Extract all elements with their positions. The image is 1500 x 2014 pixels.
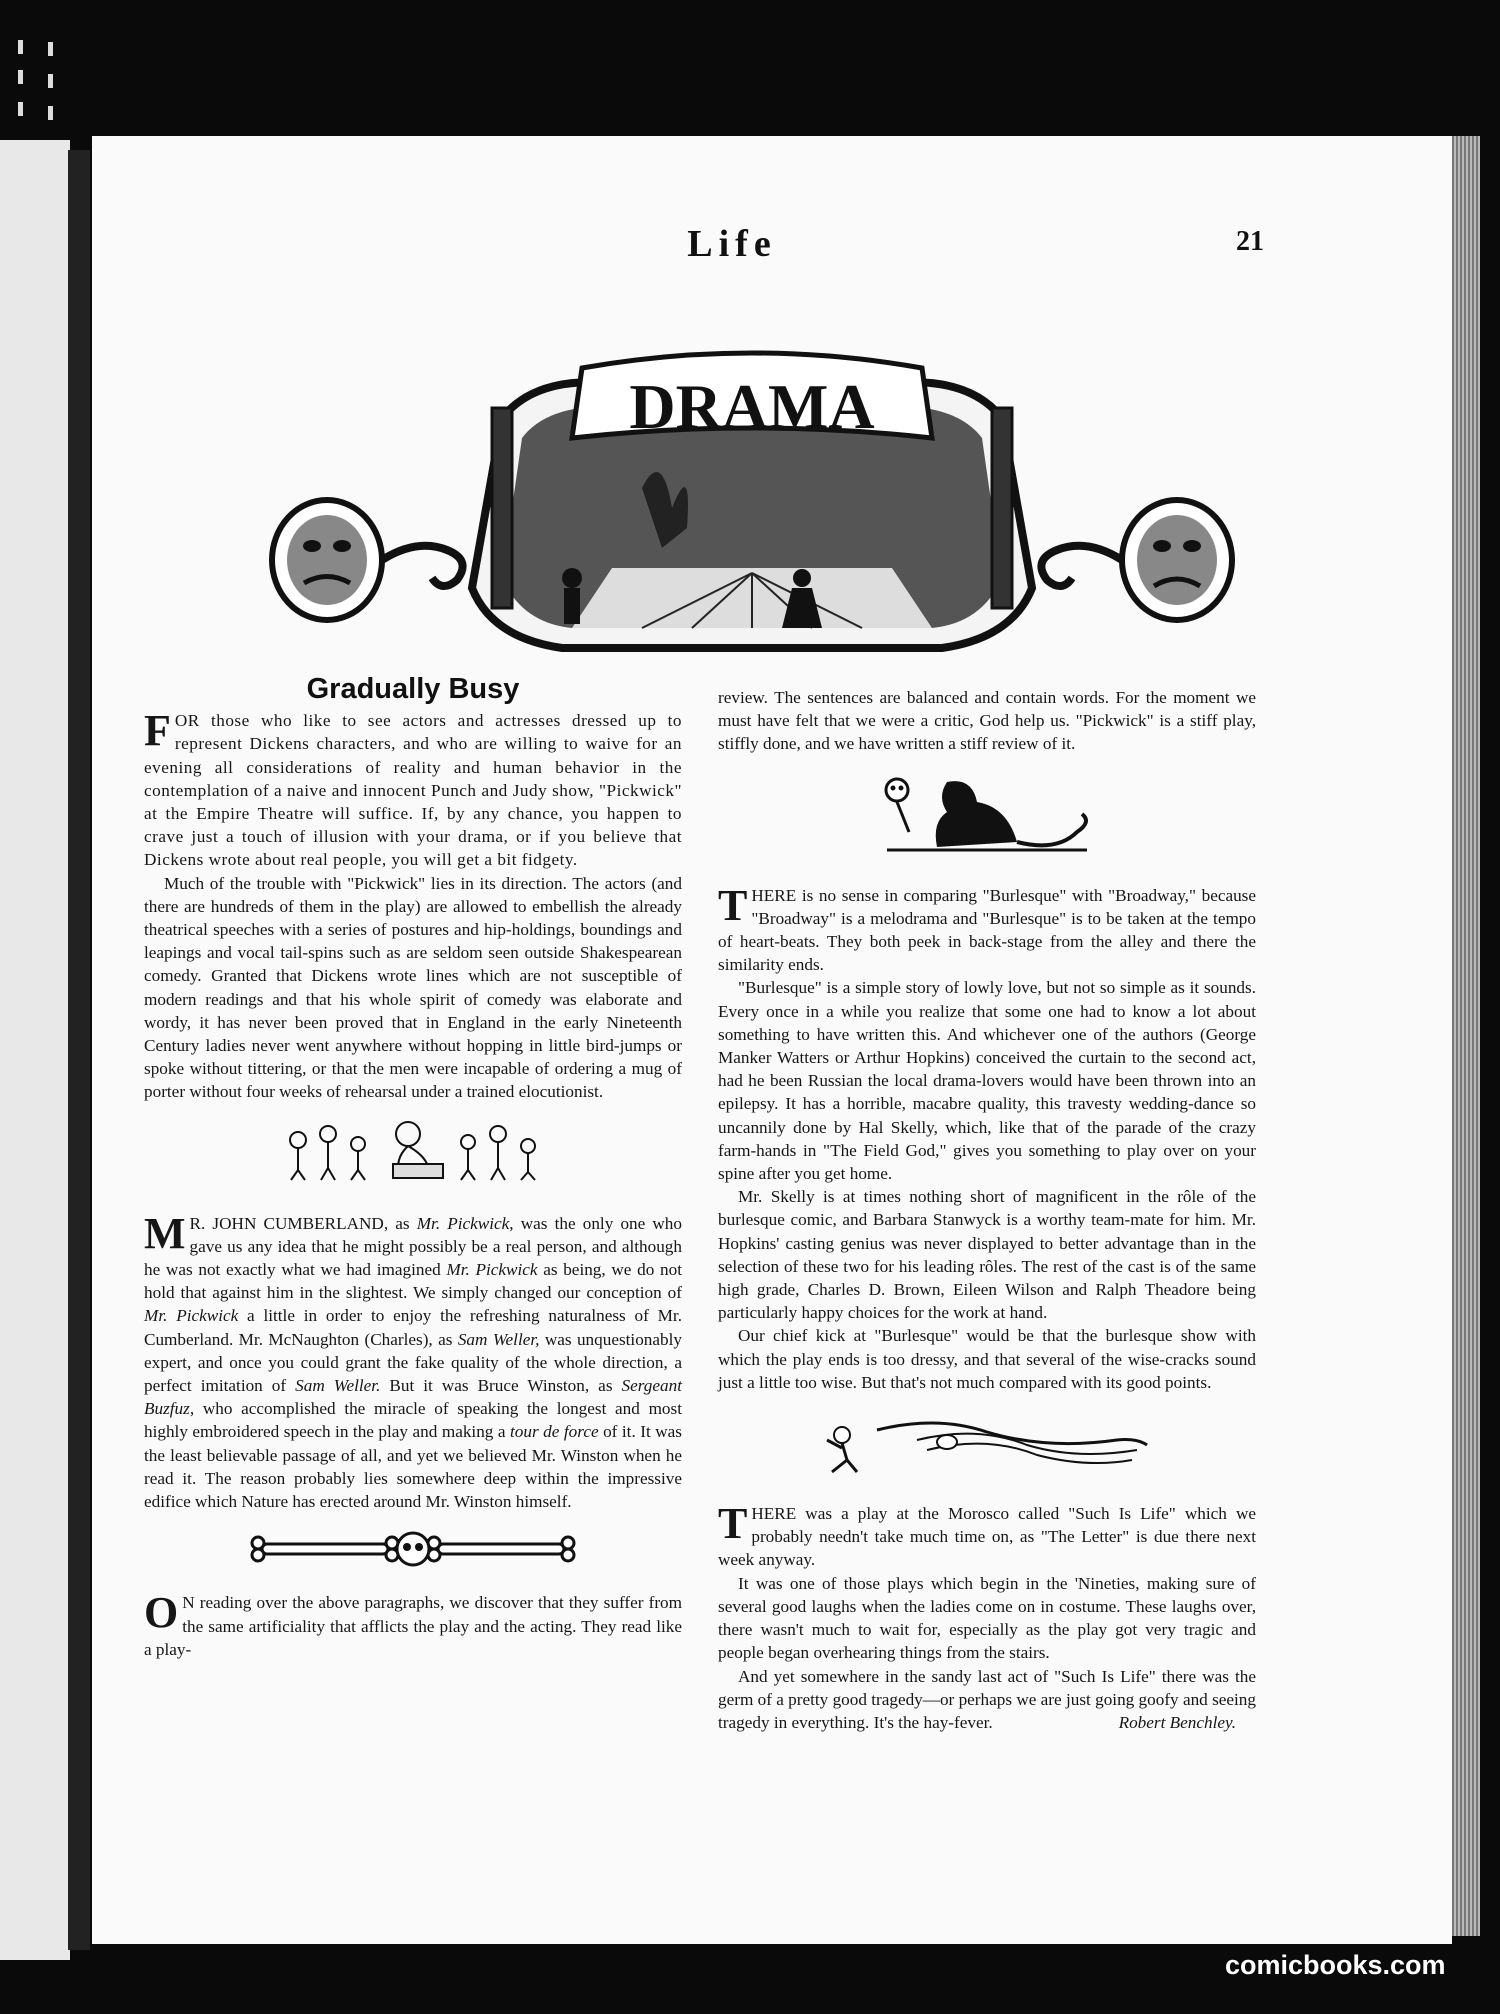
paragraph-reading-over: O N reading over the above paragraphs, we discover that they suffer from the same artificiality that afflicts the play and the acting. They read like a play- — [144, 1588, 682, 1659]
paragraph-tragedy: And yet somewhere in the sandy last act of "Such Is Life" there was the germ of a pretty good tragedy—or perhaps we are just going goofy and seeing tragedy in everything. It's the hay-fever. — [718, 1666, 1256, 1732]
left-column — [144, 673, 682, 1661]
monkey-with-skull-illustration — [877, 772, 1097, 862]
paragraph-chief-kick: Our chief kick at "Burlesque" would be that the burlesque show with which the play ends is too dressy, and that several of the wise-cracks sound just a little too wise. But that's not much compared with its good points. — [718, 1326, 1256, 1392]
right-mask-icon — [1041, 500, 1232, 620]
bone-and-skull-divider — [248, 1529, 578, 1569]
page-stack-edge — [1452, 136, 1480, 1936]
article-title: Gradually Busy — [306, 673, 520, 705]
drama-banner-illustration — [242, 288, 1262, 668]
author-signature: Robert Benchley. — [1118, 1713, 1236, 1733]
page-header — [92, 222, 1452, 282]
paragraph-cumberland: M R. JOHN CUMBERLAND, as Mr. Pickwick, was the only one who gave us any idea that he might possibly be a real person, and although he was not exactly what we had imagined Mr. Pickwick as being, we do not hold that against him in the slightest. We simply changed our conception of Mr. Pickwick a little in order to enjoy the refreshing naturalness of Mr. Cumberland. Mr. McNaughton (Charles), as Sam Weller, was unquestionably expert, and once you could grant the fake quality of the whole direction, a perfect imitation of Sam Weller. But it was Bruce Winston, as Sergeant Buzfuz, who accomplished the miracle of speaking the longest and most highly embroidered speech in the play and making a tour de force of it. It was the least believable passage of all, and yet we believed Mr. Winston when he read it. The reason probably lies somewhere deep within the impressive edifice which Nature has erected around Mr. Winston himself. — [144, 1208, 682, 1512]
paragraph-burlesque-broadway: THERE is no sense in comparing "Burlesque" with "Broadway," because "Broadway" is a melodrama and "Burlesque" is to be taken at the tempo of heart-beats. They both peek in back-stage from the alley and there the similarity ends. — [718, 880, 1256, 975]
left-mask-icon — [272, 500, 463, 620]
magazine-page — [92, 136, 1452, 1944]
binding-stitches — [8, 30, 68, 140]
previous-page-edge — [0, 140, 70, 1960]
watermark: comicbooks.com — [1225, 1950, 1446, 1980]
pickwick-characters-illustration — [283, 1120, 543, 1190]
right-column — [718, 686, 1256, 1734]
drop-cap: F — [144, 706, 171, 756]
paragraph-review-continued: review. The sentences are balanced and contain words. For the moment we must have felt that we were a critic, God help us. "Pickwick" is a stiff play, stiffly done, and we have written a stiff review of it. — [718, 688, 1256, 754]
paragraph-pickwick-direction: Much of the trouble with "Pickwick" lies in its direction. The actors (and there are hundreds of them in the play) are allowed to embellish the already theatrical speeches with a series of postures and hip-holdings, boundings and leapings and vocal tail-spins such as are seldom seen outside Shakespearean comedy. Granted that Dickens wrote lines which are not susceptible of modern readings and that his whole spirit of comedy was elaborate and wordy, it has never been proved that in England in the early Nineteenth Century ladies never went anywhere without hopping in little bird-jumps or spoke without tittering, or that the men were incapable of ordering a mug of porter without four weeks of rehearsal under a trained elocutionist. — [144, 873, 682, 1102]
drop-cap: O — [144, 1588, 179, 1638]
drop-cap: T — [718, 880, 748, 930]
paragraph-such-is-life: THERE was a play at the Morosco called "Such Is Life" which we probably needn't take much time on, as "The Letter" is due there next week anyway. — [718, 1499, 1256, 1570]
page-number: 21 — [1236, 226, 1264, 257]
binding-shadow — [68, 150, 90, 1950]
paragraph-nineties: It was one of those plays which begin in the 'Nineties, making sure of several good laughs when the ladies come on in costume. These laughs over, there wasn't much to wait for, especially as the play got very tragic and people began overhearing things from the stairs. — [718, 1573, 1256, 1663]
banner-title: DRAMA — [629, 371, 875, 442]
magazine-title: Life — [687, 223, 777, 265]
drop-cap: M — [144, 1208, 186, 1258]
drop-cap: T — [718, 1499, 748, 1549]
paragraph-skelly: Mr. Skelly is at times nothing short of magnificent in the rôle of the burlesque comic, and Barbara Stanwyck is a worthy team-mate for him. Mr. Hopkins' casting genius was never displayed to better advantage than in the selection of these two for his leading rôles. The rest of the cast is of the same high grade, Charles D. Brown, Eileen Wilson and Ralph Theadore being particularly happy choices for the work at hand. — [718, 1187, 1256, 1323]
paragraph-burlesque-story: "Burlesque" is a simple story of lowly love, but not so simple as it sounds. Every once in a while you realize that some one had to know a lot about something to have written this. And whichever one of the authors (George Manker Watters or Arthur Hopkins) conceived the curtain to the second act, had he been Russian the local drama-lovers would have been thrown into an epilepsy. It has a horrible, macabre quality, this travesty wedding-dance so uncannily done by Hal Skelly, which, like that of the parade of the crazy farm-hands in "The Field God," gives you something to play over on your spine after you get home. — [718, 978, 1256, 1184]
paragraph-pickwick-intro: FOR those who like to see actors and actresses dressed up to represent Dickens characters, and who are willing to waive for an evening all considerations of reality and human behavior in the contemplation of a naive and innocent Punch and Judy show, "Pickwick" at the Empire Theatre will suffice. If, by any chance, you happen to crave just a touch of illusion with your drama, or if you believe that Dickens wrote about real people, you will get a bit fidgety. — [144, 706, 682, 870]
chase-scene-illustration — [817, 1410, 1157, 1480]
